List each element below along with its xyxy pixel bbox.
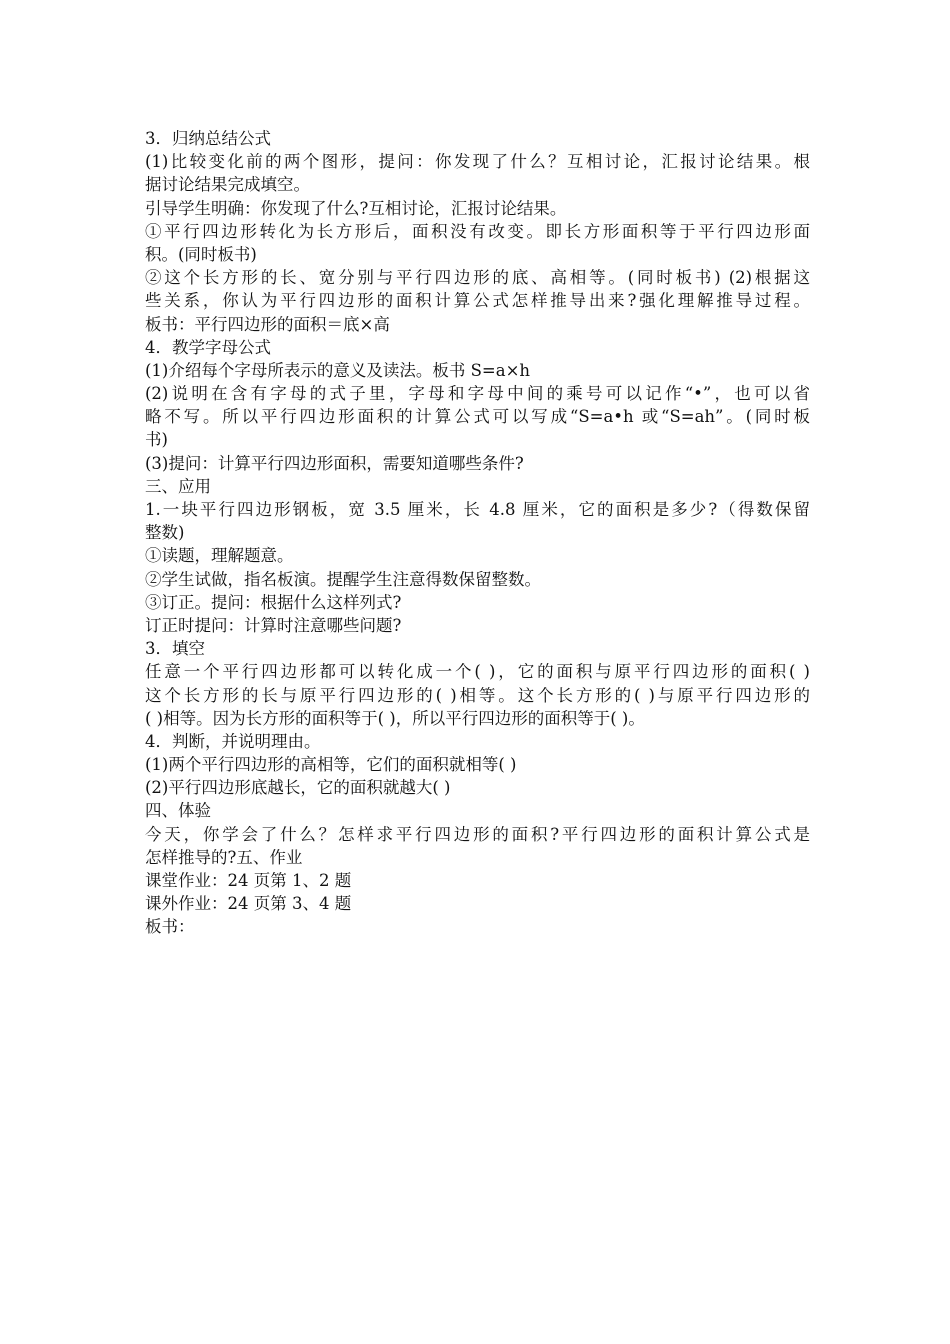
text-line: 今天，你学会了什么？怎样求平行四边形的面积?平行四边形的面积计算公式是 bbox=[145, 824, 810, 844]
text-line: (2)说明在含有字母的式子里，字母和字母中间的乘号可以记作“•”，也可以省 bbox=[145, 384, 810, 404]
text-line: (1)介绍每个字母所表示的意义及读法。板书 S=a×h bbox=[145, 360, 531, 380]
text-line: 四、体验 bbox=[145, 801, 211, 821]
text-line: 3．归纳总结公式 bbox=[145, 129, 271, 148]
text-line: 书) bbox=[145, 430, 168, 450]
text-line: 些关系，你认为平行四边形的面积计算公式怎样推导出来?强化理解推导过程。 bbox=[145, 291, 810, 311]
text-line: (1)比较变化前的两个图形，提问：你发现了什么？互相讨论，汇报讨论结果。根 bbox=[145, 152, 810, 172]
text-line: 引导学生明确：你发现了什么?互相讨论，汇报讨论结果。 bbox=[145, 198, 567, 218]
document-body bbox=[145, 127, 810, 939]
text-line: ( )相等。因为长方形的面积等于( )，所以平行四边形的面积等于( )。 bbox=[145, 708, 645, 728]
text-line: 这个长方形的长与原平行四边形的( )相等。这个长方形的( )与原平行四边形的 bbox=[145, 685, 810, 705]
text-line: ①平行四边形转化为长方形后，面积没有改变。即长方形面积等于平行四边形面 bbox=[145, 221, 810, 241]
text-line: (2)平行四边形底越长，它的面积就越大( ) bbox=[145, 778, 451, 798]
text-line: 课堂作业：24 页第 1、2 题 bbox=[145, 871, 352, 890]
text-line: (1)两个平行四边形的高相等，它们的面积就相等( ) bbox=[145, 755, 517, 775]
text-line: 积。(同时板书) bbox=[145, 244, 257, 264]
text-line: 板书： bbox=[145, 917, 195, 937]
text-line: ③订正。提问：根据什么这样列式? bbox=[145, 592, 402, 612]
text-line: 课外作业：24 页第 3、4 题 bbox=[145, 894, 352, 914]
text-line: 1.一块平行四边形钢板，宽 3.5 厘米，长 4.8 厘米，它的面积是多少?（得数保留 bbox=[145, 500, 810, 519]
text-line: 三、应用 bbox=[145, 476, 211, 496]
text-line: 整数) bbox=[145, 523, 185, 543]
text-line: ①读题，理解题意。 bbox=[145, 546, 294, 566]
text-line: 怎样推导的?五、作业 bbox=[145, 847, 303, 867]
text-line: 3．填空 bbox=[145, 639, 205, 659]
text-line: 板书：平行四边形的面积＝底×高 bbox=[145, 314, 390, 334]
text-line: ②学生试做，指名板演。提醒学生注意得数保留整数。 bbox=[145, 569, 541, 589]
text-line: ②这个长方形的长、宽分别与平行四边形的底、高相等。(同时板书) (2)根据这 bbox=[145, 268, 810, 288]
text-line: 订正时提问：计算时注意哪些问题? bbox=[145, 615, 402, 635]
text-line: 据讨论结果完成填空。 bbox=[145, 175, 310, 195]
text-line: 略不写。所以平行四边形面积的计算公式可以写成“S=a•h 或“S=ah”。(同时板 bbox=[145, 407, 810, 427]
text-line: 4．教学字母公式 bbox=[145, 337, 271, 357]
text-line: (3)提问：计算平行四边形面积，需要知道哪些条件? bbox=[145, 453, 524, 473]
text-line: 任意一个平行四边形都可以转化成一个( )，它的面积与原平行四边形的面积( ) bbox=[145, 662, 810, 682]
text-line: 4．判断，并说明理由。 bbox=[145, 731, 321, 751]
